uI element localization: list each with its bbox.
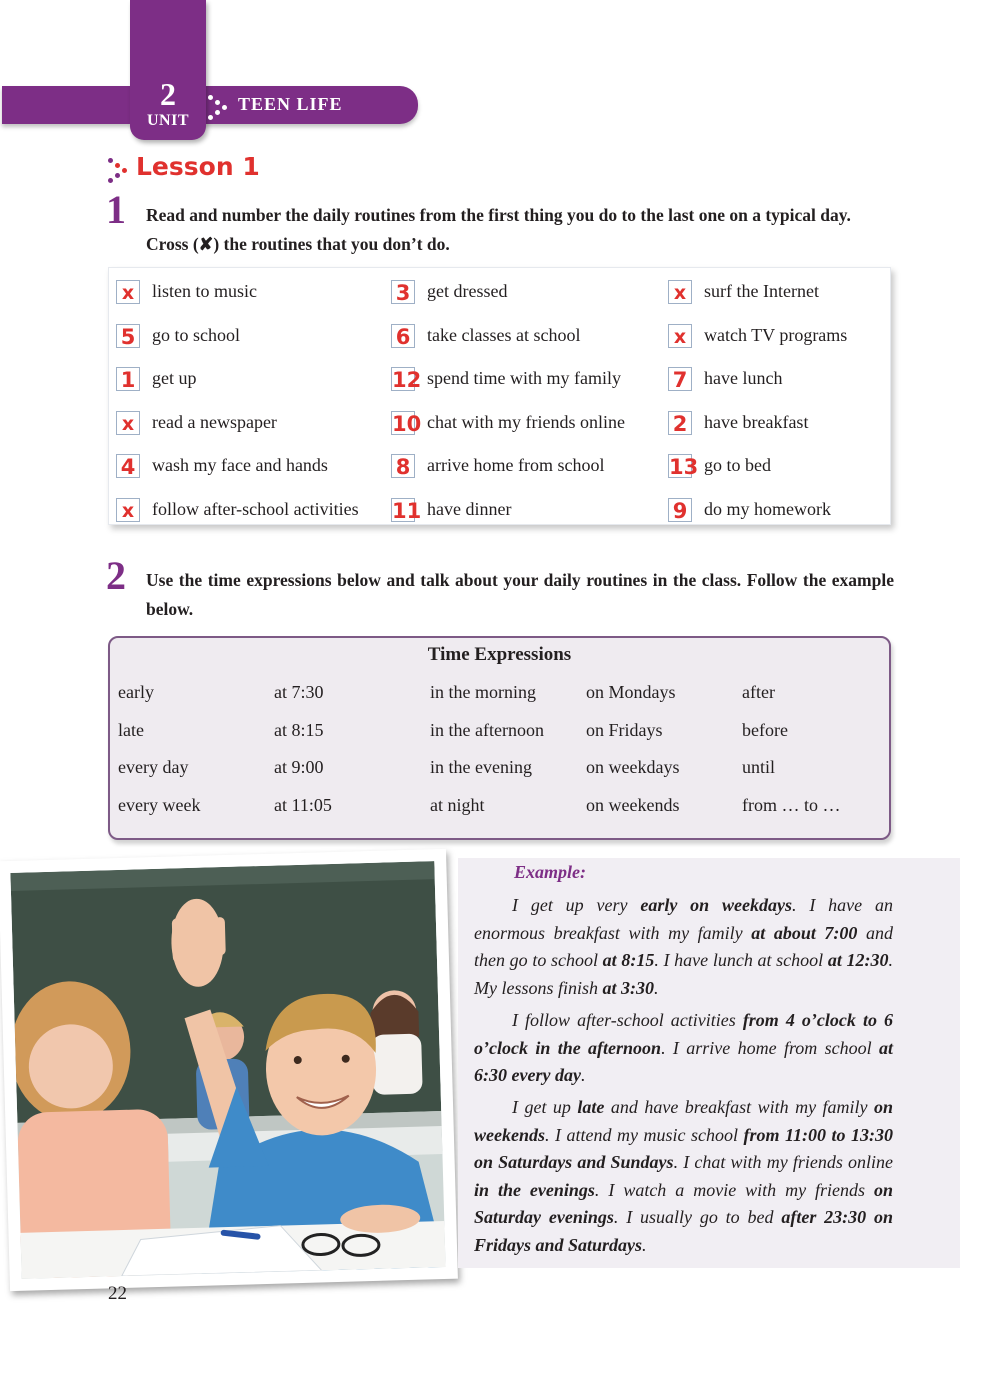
routine-label: read a newspaper [152, 412, 277, 432]
answer-box[interactable]: 2 [668, 411, 692, 435]
routine-label: get dressed [427, 281, 508, 301]
answer-box[interactable]: x [116, 498, 140, 522]
routine-label: have dinner [427, 499, 512, 519]
routine-label: go to bed [704, 455, 771, 475]
time-expression: at 9:00 [274, 757, 324, 777]
example-paragraph: I follow after-school activities from 4 o’clock to 6 o’clock in the afternoon. I arrive home from school at 6:30 every day. [474, 1010, 893, 1085]
routine-label: spend time with my family [427, 368, 621, 388]
answer-box[interactable]: 11 [392, 499, 422, 523]
answer-box[interactable]: 12 [392, 368, 422, 392]
answer-box[interactable]: 6 [391, 324, 415, 348]
time-expression: on Fridays [586, 720, 663, 740]
time-expression: early [118, 682, 154, 702]
routine-label: do my homework [704, 499, 831, 519]
routine-label: listen to music [152, 281, 257, 301]
exercise-instruction: Use the time expressions below and talk about your daily routines in the class. Follow the example below. [146, 570, 894, 619]
routine-label: have lunch [704, 368, 783, 388]
answer-box[interactable]: 9 [668, 498, 692, 522]
answer-box[interactable]: 8 [391, 454, 415, 478]
time-expression: before [742, 720, 788, 740]
exercise-number: 1 [106, 187, 126, 232]
lesson-title: Lesson 1 [136, 152, 260, 181]
routine-label: follow after-school activities [152, 499, 359, 519]
time-expression: at night [430, 795, 485, 815]
answer-box[interactable]: 13 [669, 455, 699, 479]
routine-label: arrive home from school [427, 455, 605, 475]
exercise-number: 2 [106, 553, 126, 598]
routine-label: wash my face and hands [152, 455, 328, 475]
routine-label: chat with my friends online [427, 412, 625, 432]
time-expression: from … to … [742, 795, 841, 815]
routine-label: go to school [152, 325, 240, 345]
unit-tab [130, 0, 206, 140]
unit-label: UNIT [146, 112, 189, 129]
classroom-photo [0, 849, 458, 1291]
time-expression: on weekends [586, 795, 680, 815]
time-expression: until [742, 757, 776, 777]
answer-box[interactable]: x [668, 324, 692, 348]
time-expression: at 8:15 [274, 720, 324, 740]
time-expression: at 7:30 [274, 682, 324, 702]
example-label: Example: [514, 862, 586, 882]
answer-box[interactable]: 10 [392, 412, 422, 436]
answer-box[interactable]: 4 [116, 454, 140, 478]
example-paragraph: I get up late and have breakfast with my family on weekends. I attend my music school from 11:00 to 13:30 on Saturdays and Sundays. I chat with my friends online in the evenings. I watch a movie with my friends on Saturday evenings. I usually go to bed after 23:30 on Fridays and Saturdays. [474, 1097, 894, 1255]
answer-box[interactable]: 5 [116, 324, 140, 348]
answer-box[interactable]: 3 [391, 280, 415, 304]
answer-box[interactable]: x [116, 280, 140, 304]
routine-label: watch TV programs [704, 325, 848, 345]
answer-box[interactable]: x [668, 280, 692, 304]
time-expression: in the afternoon [430, 720, 544, 740]
time-expressions-box [108, 636, 891, 840]
answer-box[interactable]: 1 [116, 367, 140, 391]
answer-box[interactable]: 7 [668, 367, 692, 391]
routine-label: take classes at school [427, 325, 581, 345]
page-number: 22 [108, 1283, 127, 1304]
time-expression: every day [118, 757, 189, 777]
daily-routines-box [108, 267, 891, 525]
time-expression: every week [118, 795, 201, 815]
time-expression: at 11:05 [274, 795, 332, 815]
routine-label: get up [152, 368, 197, 388]
time-expression: in the morning [430, 682, 536, 702]
unit-title: TEEN LIFE [238, 94, 343, 114]
students-illustration [10, 861, 445, 1279]
time-expression: on weekdays [586, 757, 680, 777]
instruction-line: Cross (✘) the routines that you don’t do. [146, 234, 450, 254]
example-box [458, 858, 960, 1268]
exercise-instruction [146, 201, 894, 259]
routine-label: surf the Internet [704, 281, 819, 301]
time-expression: in the evening [430, 757, 532, 777]
instruction-line: Read and number the daily routines from the first thing you do to the last one on a typical day. [146, 205, 851, 225]
time-expressions-title: Time Expressions [427, 644, 572, 665]
time-expression: late [118, 720, 144, 740]
time-expression: on Mondays [586, 682, 676, 702]
example-paragraph: I get up very early on weekdays. I have an enormous breakfast with my family at about 7:00 and then go to school at 8:15. I have lunch at school at 12:30. My lessons finish at 3:30. [474, 895, 894, 998]
routine-label: have breakfast [704, 412, 809, 432]
answer-box[interactable]: x [116, 411, 140, 435]
photo-image [10, 861, 445, 1279]
time-expression: after [742, 682, 775, 702]
unit-number: 2 [160, 76, 176, 112]
